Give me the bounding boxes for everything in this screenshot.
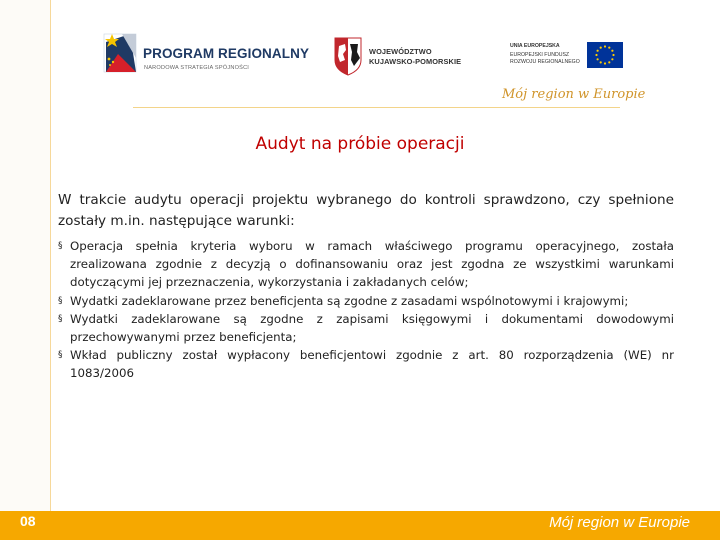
wojewodztwo-logo <box>333 36 473 76</box>
slide-title: Audyt na próbie operacji <box>255 134 465 154</box>
coat-of-arms-icon <box>333 36 363 76</box>
bullet-marker: § <box>58 295 63 306</box>
list-item-text: Wkład publiczny został wypłacony beneficjentowi zgodnie z art. 80 rozporządzenia (WE) nr 1083/2006 <box>70 348 674 381</box>
program-regionalny-logo <box>100 26 310 82</box>
list-item <box>58 237 674 292</box>
region-logo-line1: WOJEWÓDZTWO <box>369 47 432 56</box>
left-divider-line <box>50 0 51 511</box>
slide-number: 08 <box>20 513 36 529</box>
eu-logo-line2: EUROPEJSKI FUNDUSZ <box>510 52 570 58</box>
bullet-marker: § <box>58 313 63 324</box>
eu-logo <box>510 41 625 75</box>
program-logo-subtitle: NARODOWA STRATEGIA SPÓJNOŚCI <box>144 65 250 71</box>
bullet-marker: § <box>58 241 63 251</box>
program-logo-title: PROGRAM REGIONALNY <box>143 46 310 61</box>
eu-flag-icon <box>587 42 623 68</box>
list-item-text: Operacja spełnia kryteria wyboru w ramach właściwego programu operacyjnego, została zrealizowana zgodnie z decyzją o dofinansowaniu oraz jest zgodna ze wszystkimi warunkami dotyczącymi jej przeznaczenia, wykorzystania i zakładanych celów; <box>70 239 674 290</box>
list-item-text: Wydatki zadeklarowane są zgodne z zapisami księgowymi i dokumentami dowodowymi przechowywanymi przez beneficjenta; <box>70 311 674 345</box>
nss-star-emblem-icon <box>100 28 144 78</box>
bullet-marker: § <box>58 350 63 361</box>
left-accent-stripe <box>0 0 50 511</box>
intro-paragraph: W trakcie audytu operacji projektu wybranego do kontroli sprawdzono, czy spełnione zostały m.in. następujące warunki: <box>58 192 674 229</box>
list-item <box>58 310 674 346</box>
header-divider <box>133 107 620 108</box>
list-item <box>58 346 674 382</box>
header-tagline: Mój region w Europie <box>502 87 646 102</box>
list-item <box>58 292 674 310</box>
conditions-list <box>58 237 674 383</box>
eu-logo-line1: UNIA EUROPEJSKA <box>510 43 560 49</box>
region-logo-line2: KUJAWSKO-POMORSKIE <box>369 57 462 66</box>
eu-logo-line3: ROZWOJU REGIONALNEGO <box>510 59 580 65</box>
list-item-text: Wydatki zadeklarowane przez beneficjenta są zgodne z zasadami wspólnotowymi i krajowymi; <box>70 293 629 308</box>
footer-tagline: Mój region w Europie <box>549 514 690 531</box>
